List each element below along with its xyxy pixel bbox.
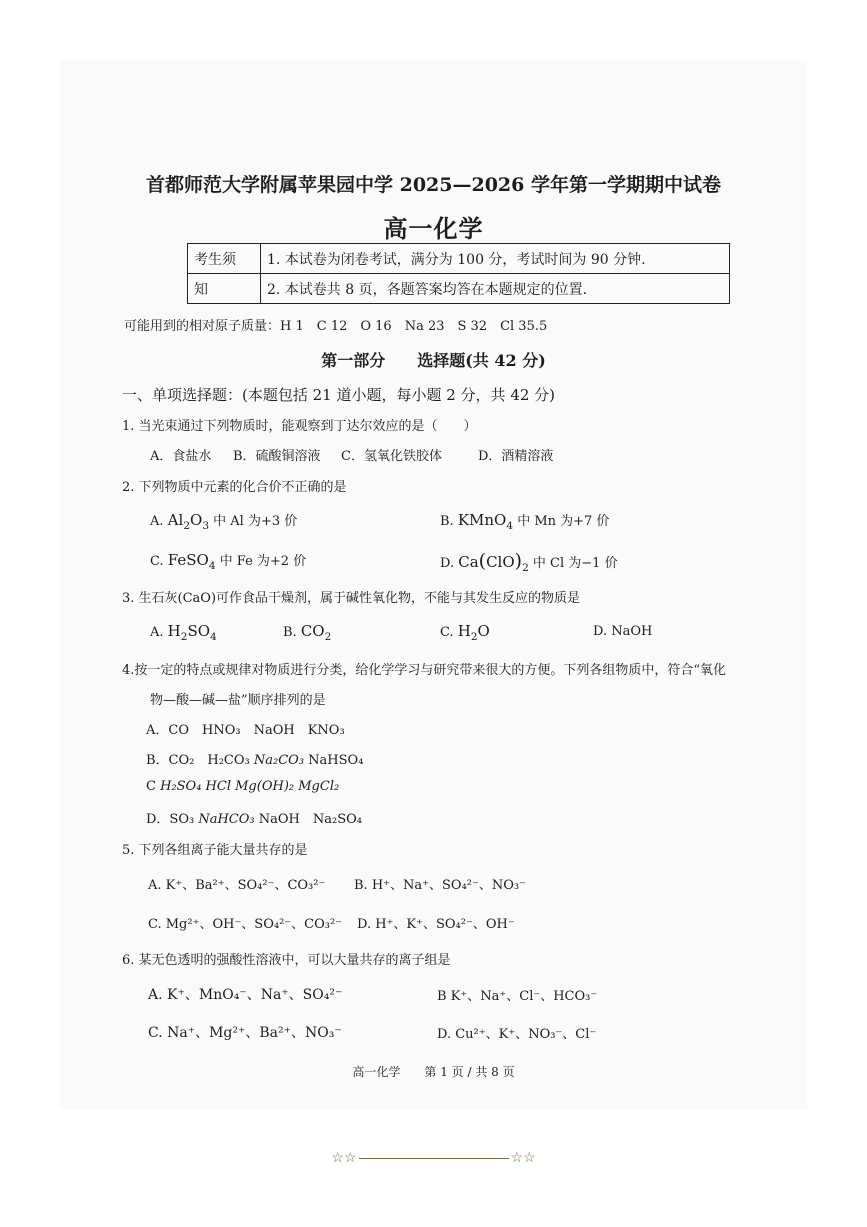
- q4-option-d: [146, 808, 362, 827]
- q2-option-d-letter: D.: [440, 556, 455, 571]
- section-title: 一、单项选择题：(本题包括 21 道小题，每小题 2 分，共 42 分): [122, 386, 556, 404]
- q5-option-b: B. H⁺、Na⁺、SO₄²⁻、NO₃⁻: [354, 878, 526, 893]
- q4-option-c-italic: H₂SO₄ HCl Mg(OH)₂ MgCl₂: [160, 779, 340, 794]
- q6-option-c: C. Na⁺、Mg²⁺、Ba²⁺、NO₃⁻: [148, 1025, 342, 1041]
- q1-option-c: C．氢氧化铁胶体: [341, 449, 442, 464]
- q3-option-c-letter: C.: [440, 625, 454, 640]
- q3-option-a-formula: $H_2SO_4$: [167, 622, 217, 643]
- q4-option-b-post: NaHSO₄: [308, 753, 364, 768]
- page-footer: 高一化学 第 1 页 / 共 8 页: [352, 1065, 515, 1079]
- q2-option-c: [150, 550, 306, 572]
- q2-option-b: [440, 510, 609, 532]
- q2-option-c-formula: FeSO$_4$: [167, 551, 216, 572]
- ornament-stars-left: ☆☆: [331, 1150, 357, 1166]
- q1-option-d: D．酒精溶液: [478, 449, 554, 464]
- q1-stem: 1. 当光束通过下列物质时，能观察到丁达尔效应的是（ ）: [122, 419, 477, 434]
- q2-option-a-formula: $Al_2O_3$: [167, 511, 209, 532]
- ornament-line: [359, 1158, 509, 1159]
- q4-option-d-pre: D．SO₃: [146, 812, 195, 827]
- part-title: 第一部分 选择题(共 42 分): [321, 351, 546, 370]
- q4-option-a: A．CO HNO₃ NaOH KNO₃: [146, 723, 345, 738]
- q2-option-c-text: 中 Fe 为+2 价: [219, 554, 307, 569]
- q2-option-b-letter: B.: [440, 514, 454, 529]
- q3-option-d: D. NaOH: [593, 624, 653, 639]
- q2-option-d: [440, 550, 618, 574]
- q1-option-a: A．食盐水: [150, 449, 212, 464]
- q5-option-c: C. Mg²⁺、OH⁻、SO₄²⁻、CO₃²⁻: [148, 917, 343, 932]
- q6-option-a: A. K⁺、MnO₄⁻、Na⁺、SO₄²⁻: [148, 987, 343, 1003]
- q2-option-c-letter: C.: [150, 554, 164, 569]
- notice-line-1: 1. 本试卷为闭卷考试，满分为 100 分，考试时间为 90 分钟.: [261, 244, 730, 274]
- notice-table: [187, 243, 730, 304]
- q2-option-d-formula: $Ca(ClO)_2$: [458, 550, 529, 574]
- ornament-stars-right: ☆☆: [510, 1150, 536, 1166]
- notice-head-1: 考生须: [188, 244, 261, 274]
- notice-line-2: 2. 本试卷共 8 页，各题答案均答在本题规定的位置.: [261, 274, 730, 304]
- q3-option-c: [440, 622, 490, 643]
- exam-title: 首都师范大学附属苹果园中学 2025—2026 学年第一学期期中试卷: [146, 174, 721, 196]
- q1-option-b: B．硫酸铜溶液: [233, 449, 321, 464]
- q4-option-b-pre: B．CO₂ H₂CO₃: [146, 753, 250, 768]
- q2-option-a-letter: A.: [150, 514, 164, 529]
- q6-option-b: B K⁺、Na⁺、Cl⁻、HCO₃⁻: [437, 989, 598, 1004]
- q3-option-a: [150, 622, 217, 643]
- q3-option-b-letter: B.: [283, 625, 297, 640]
- q3-option-a-letter: A.: [150, 625, 164, 640]
- q2-option-b-formula: KMnO$_4$: [457, 511, 514, 532]
- q2-option-d-text: 中 Cl 为−1 价: [532, 556, 618, 571]
- footer-ornament: [0, 1150, 867, 1166]
- q3-stem: 3. 生石灰(CaO)可作食品干燥剂，属于碱性氧化物，不能与其发生反应的物质是: [122, 591, 581, 606]
- q4-option-d-italic: NaHCO₃: [198, 812, 255, 827]
- q4-option-c: [146, 779, 339, 794]
- q4-stem-line-2: 物—酸—碱—盐”顺序排列的是: [150, 693, 326, 708]
- q2-option-b-text: 中 Mn 为+7 价: [517, 514, 610, 529]
- q4-option-d-post: NaOH Na₂SO₄: [258, 812, 362, 827]
- q5-option-d: D. H⁺、K⁺、SO₄²⁻、OH⁻: [357, 917, 515, 932]
- atomic-masses: 可能用到的相对原子质量：H 1 C 12 O 16 Na 23 S 32 Cl 35.5: [124, 319, 548, 334]
- q3-option-c-formula: $H_2O$: [457, 622, 490, 643]
- q5-stem: 5. 下列各组离子能大量共存的是: [122, 843, 308, 858]
- q2-stem: 2. 下列物质中元素的化合价不正确的是: [122, 480, 347, 495]
- q6-option-d: D. Cu²⁺、K⁺、NO₃⁻、Cl⁻: [437, 1027, 597, 1042]
- notice-head-2: 知: [188, 274, 261, 304]
- q6-stem: 6. 某无色透明的强酸性溶液中，可以大量共存的离子组是: [122, 953, 451, 968]
- q3-option-b-formula: $CO_2$: [300, 622, 332, 643]
- q2-option-a-text: 中 Al 为+3 价: [213, 514, 298, 529]
- q4-option-b-italic: Na₂CO₃: [253, 753, 305, 768]
- q2-option-a: [150, 510, 297, 532]
- q4-option-b: [146, 749, 363, 768]
- q4-option-c-pre: C: [146, 779, 156, 794]
- q4-stem-line-1: 4.按一定的特点或规律对物质进行分类，给化学学习与研究带来很大的方便。下列各组物质中，符合“氧化: [122, 663, 727, 678]
- exam-subtitle: 高一化学: [383, 214, 484, 243]
- q5-option-a: A. K⁺、Ba²⁺、SO₄²⁻、CO₃²⁻: [148, 878, 326, 893]
- q3-option-b: [283, 622, 331, 643]
